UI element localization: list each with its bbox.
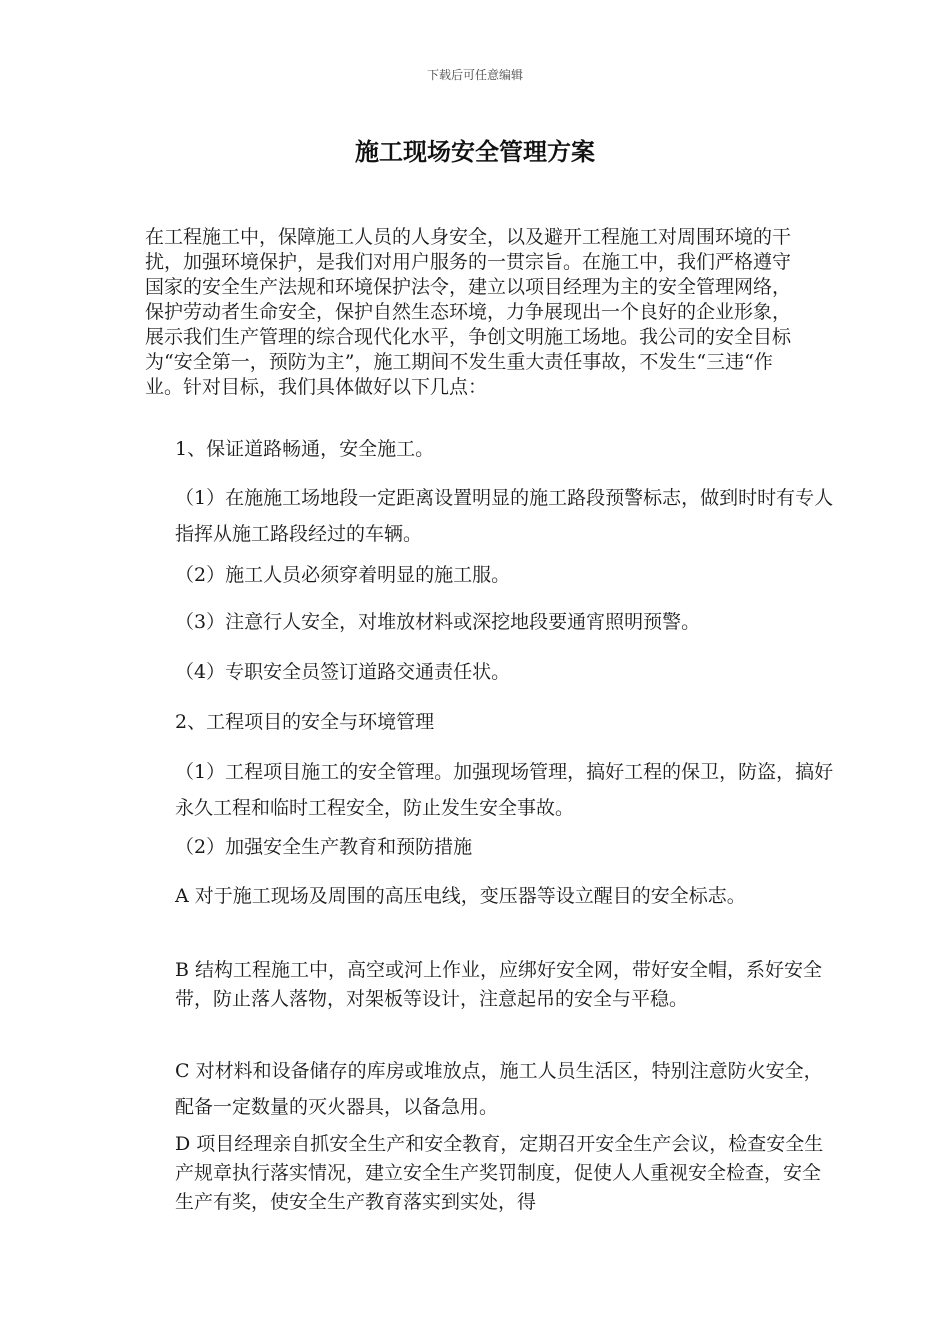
item-1-2: （2）施工人员必须穿着明显的施工服。 [175,564,511,586]
item-2-2: （2）加强安全生产教育和预防措施 [175,836,473,858]
item-b: B 结构工程施工中，高空或河上作业，应绑好安全网，带好安全帽，系好安全带，防止落人落物，对架板等设计，注意起吊的安全与平稳。 [175,959,823,1010]
intro-paragraph: 在工程施工中，保障施工人员的人身安全，以及避开工程施工对周围环境的干扰，加强环境保护，是我们对用户服务的一贯宗旨。在施工中，我们严格遵守国家的安全生产法规和环境保护法令，建立以项目经理为主的安全管理网络，保护劳动者生命安全，保护自然生态环境，力争展现出一个良好的企业形象，展示我们生产管理的综合现代化水平，争创文明施工场地。我公司的安全目标为“安全第一，预防为主”，施工期间不发生重大责任事故，不发生“三违“作业。针对目标，我们具体做好以下几点： [145,226,792,398]
header-note: 下载后可任意编辑 [426,68,523,82]
item-a: A 对于施工现场及周围的高压电线，变压器等设立醒目的安全标志。 [175,885,746,907]
item-2-1: （1）工程项目施工的安全管理。加强现场管理，搞好工程的保卫，防盗，搞好永久工程和临时工程安全，防止发生安全事故。 [175,761,834,819]
item-c: C 对材料和设备储存的库房或堆放点，施工人员生活区，特别注意防火安全，配备一定数量的灭火器具，以备急用。 [175,1060,823,1118]
section-heading-1: 1、保证道路畅通，安全施工。 [175,438,435,460]
item-1-4: （4）专职安全员签订道路交通责任状。 [175,661,511,683]
section-heading-2: 2、工程项目的安全与环境管理 [175,711,435,733]
item-d: D 项目经理亲自抓安全生产和安全教育，定期召开安全生产会议，检查安全生产规章执行落实情况，建立安全生产奖罚制度，促使人人重视安全检查，安全生产有奖，使安全生产教育落实到实处，得 [175,1133,824,1213]
item-1-1: （1）在施施工场地段一定距离设置明显的施工路段预警标志，做到时时有专人指挥从施工路段经过的车辆。 [175,487,834,545]
document-title: 施工现场安全管理方案 [355,137,595,166]
item-1-3: （3）注意行人安全，对堆放材料或深挖地段要通宵照明预警。 [175,611,701,633]
